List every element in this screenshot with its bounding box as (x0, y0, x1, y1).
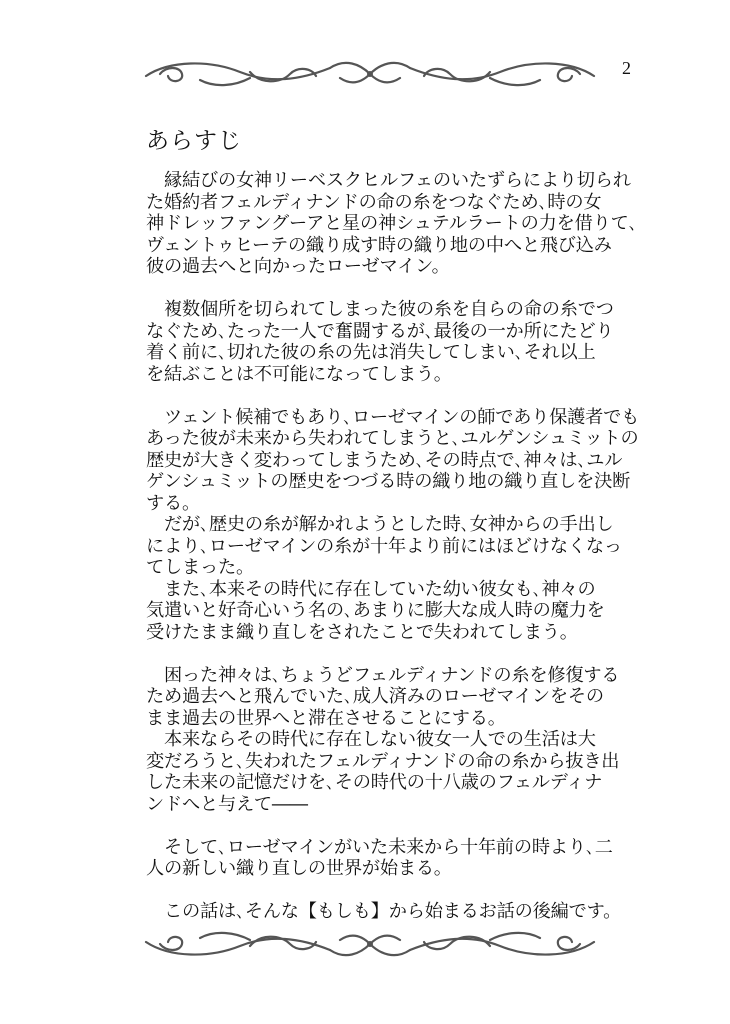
text-line: 彼の過去へと向かったローゼマイン。 (146, 256, 450, 277)
text-line: そして､ローゼマインがいた未来から十年前の時より､二 (146, 836, 613, 858)
bottom-ornament-icon (140, 924, 600, 968)
page-title: あらすじ (146, 128, 242, 154)
text-line: ンドへと与えて―― (146, 793, 308, 815)
text-line: ゲンシュミットの歴史をつづる時の織り地の織り直しを決断 (146, 471, 631, 492)
text-line: ため過去へと飛んでいた､成人済みのローゼマインをその (146, 686, 604, 707)
text-line: ツェント候補でもあり､ローゼマインの師であり保護者でも (146, 406, 640, 428)
text-line: する。 (146, 492, 200, 514)
top-ornament-icon (140, 50, 600, 94)
text-line: 歴史が大きく変わってしまうため､その時点で､神々は､ユル (146, 449, 623, 471)
text-line: まま過去の世界へと滞在させることにする。 (146, 707, 506, 729)
paragraph (146, 170, 638, 278)
synopsis-body (146, 170, 640, 923)
text-line: 本来ならその時代に存在しない彼女一人での生活は大 (146, 729, 596, 750)
text-line: 変だろうと､失われたフェルディナンドの命の糸から抜き出 (146, 750, 620, 772)
text-line: 気遣いと好奇心いう名の､あまりに膨大な成人時の魔力を (146, 600, 605, 621)
paragraph (146, 406, 640, 644)
paragraph (146, 664, 620, 816)
text-line: 縁結びの女神リーベスクヒルフェのいたずらにより切られ (146, 170, 631, 191)
text-line: だが､歴史の糸が解かれようとした時､女神からの手出し (146, 514, 614, 535)
text-line: 困った神々は､ちょうどフェルディナンドの糸を修復する (146, 664, 620, 686)
paragraph (146, 901, 622, 923)
paragraph (146, 299, 616, 385)
text-line: ヴェントゥヒーテの織り成す時の織り地の中へと飛び込み (146, 234, 612, 256)
text-line: を結ぶことは不可能になってしまう。 (146, 363, 452, 385)
page-number: 2 (622, 58, 631, 78)
text-line: た婚約者フェルディナンドの命の糸をつなぐため､時の女 (146, 191, 602, 213)
text-line: なぐため､たった一人で奮闘するが､最後の一か所にたどり (146, 320, 614, 342)
text-line: 人の新しい織り直しの世界が始まる。 (146, 858, 452, 879)
text-line: 受けたまま織り直しをされたことで失われてしまう。 (146, 621, 578, 643)
text-line: 複数個所を切られてしまった彼の糸を自らの命の糸でつ (146, 299, 614, 320)
text-line: 着く前に､切れた彼の糸の先は消失してしまい､それ以上 (146, 342, 596, 363)
text-line: した未来の記憶だけを､その時代の十八歳のフェルディナ (146, 772, 603, 793)
text-line: てしまった。 (146, 557, 254, 578)
text-line: 神ドレッファングーアと星の神シュテルラートの力を借りて､ (146, 213, 638, 234)
text-line: あった彼が未来から失われてしまうと､ユルゲンシュミットの (146, 428, 639, 449)
text-line: この話は､そんな【もしも】から始まるお話の後編です。 (146, 901, 622, 922)
text-line: により､ローゼマインの糸が十年より前にはほどけなくなっ (146, 535, 622, 557)
text-line: また､本来その時代に存在していた幼い彼女も､神々の (146, 578, 596, 600)
paragraph (146, 837, 616, 880)
